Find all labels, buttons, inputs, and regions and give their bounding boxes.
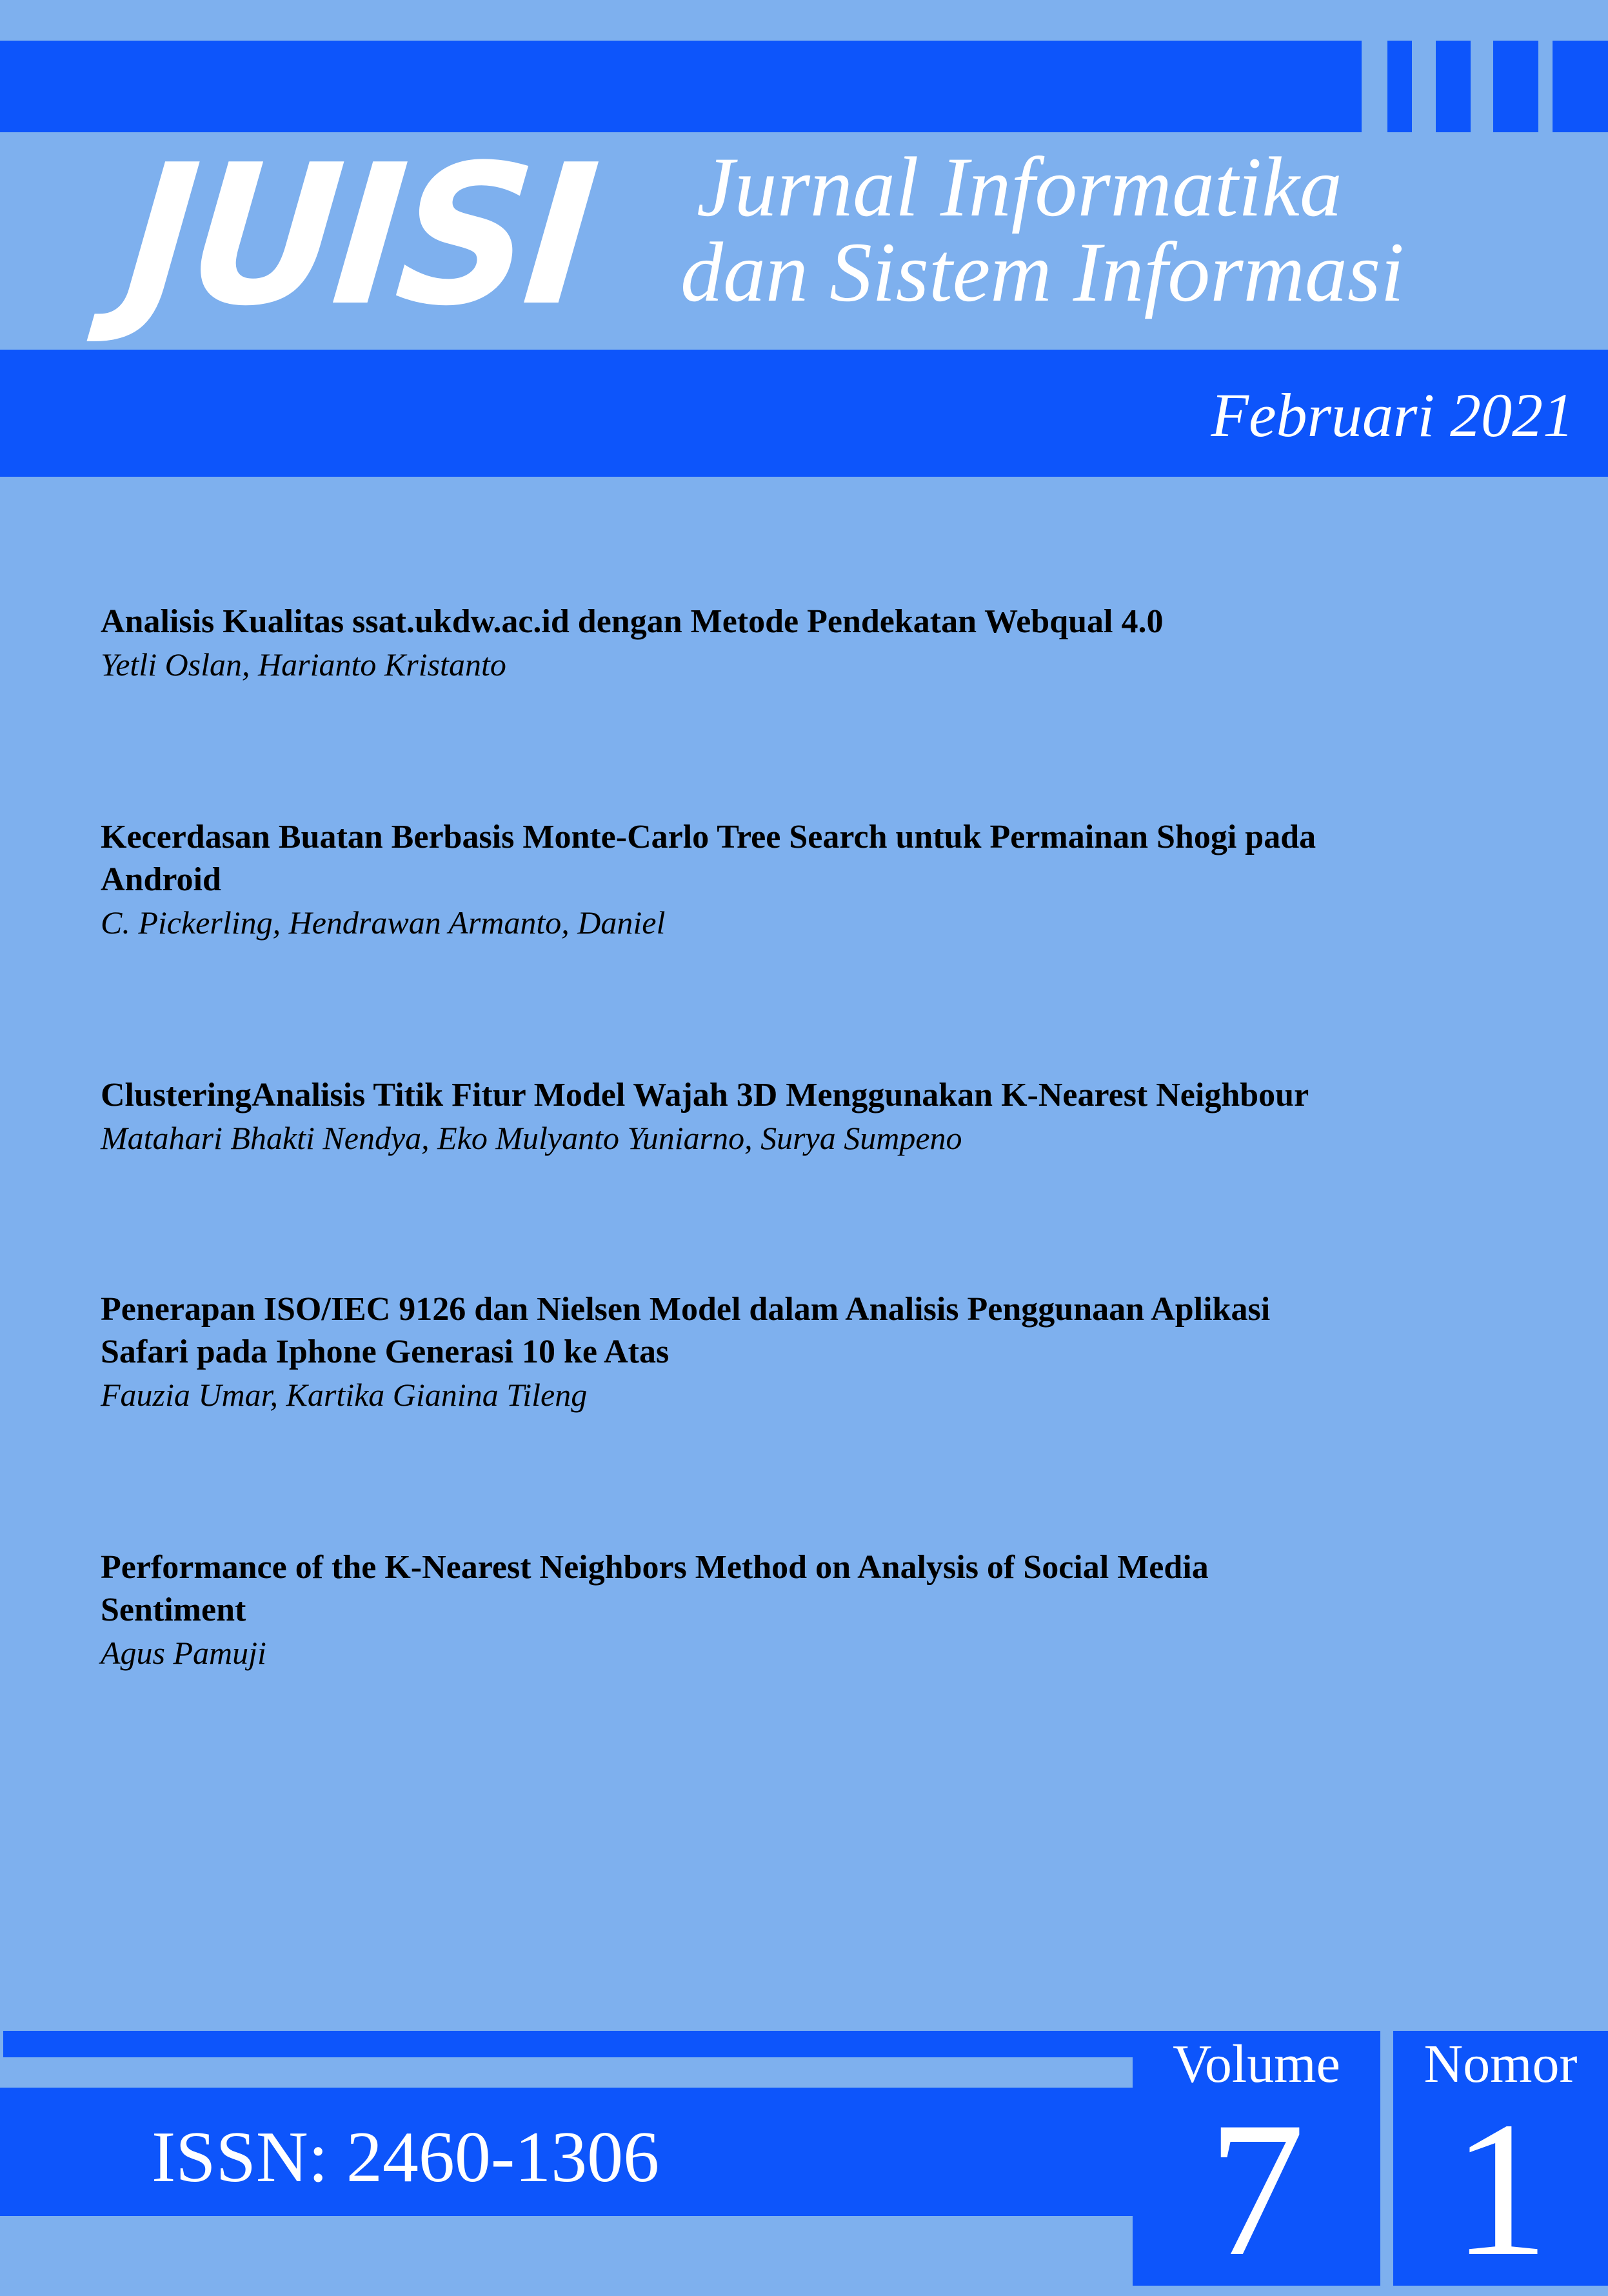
article-title: ClusteringAnalisis Titik Fitur Model Wajah 3D Menggunakan K-Nearest Neighbour [101, 1077, 1309, 1113]
journal-title-line2: dan Sistem Informasi [680, 225, 1404, 319]
date-band [0, 350, 1608, 477]
issn-text: ISSN: 2460-1306 [152, 2117, 660, 2197]
top-stripe [1493, 41, 1538, 132]
journal-title-line1: Jurnal Informatika [697, 139, 1342, 234]
issue-date: Februari 2021 [1211, 381, 1574, 450]
top-stripe [1387, 41, 1412, 132]
article-authors: Agus Pamuji [101, 1635, 266, 1671]
article-authors: Fauzia Umar, Kartika Gianina Tileng [101, 1377, 588, 1413]
top-stripe [1553, 41, 1608, 132]
article-title: Penerapan ISO/IEC 9126 dan Nielsen Model dalam Analisis Penggunaan Aplikasi [101, 1291, 1271, 1328]
volume-number: 7 [1208, 2082, 1305, 2296]
volume-box [1133, 2031, 1380, 2296]
nomor-box [1393, 2031, 1608, 2296]
article-4 [101, 1288, 1552, 1416]
article-2 [101, 816, 1552, 944]
issn-band [0, 2088, 1133, 2216]
article-3 [101, 1074, 1552, 1159]
article-authors: C. Pickerling, Hendrawan Armanto, Daniel [101, 904, 666, 941]
volume-label: Volume [1173, 2034, 1340, 2094]
article-title: Android [101, 861, 221, 898]
article-title: Performance of the K-Nearest Neighbors Method on Analysis of Social Media [101, 1549, 1209, 1586]
article-authors: Yetli Oslan, Harianto Kristanto [101, 646, 506, 683]
article-1 [101, 601, 1552, 686]
article-title: Sentiment [101, 1592, 246, 1628]
article-title: Analisis Kualitas ssat.ukdw.ac.id dengan Metode Pendekatan Webqual 4.0 [101, 603, 1164, 640]
article-authors: Matahari Bhakti Nendya, Eko Mulyanto Yuniarno, Surya Sumpeno [101, 1120, 962, 1156]
top-band [0, 41, 1362, 132]
article-title: Safari pada Iphone Generasi 10 ke Atas [101, 1333, 670, 1370]
nomor-number: 1 [1452, 2082, 1549, 2296]
top-stripe [1436, 41, 1471, 132]
article-5 [101, 1546, 1552, 1674]
journal-logo: JUISI [116, 123, 602, 348]
nomor-label: Nomor [1424, 2034, 1578, 2094]
article-title: Kecerdasan Buatan Berbasis Monte-Carlo Tree Search untuk Permainan Shogi pada [101, 819, 1316, 855]
